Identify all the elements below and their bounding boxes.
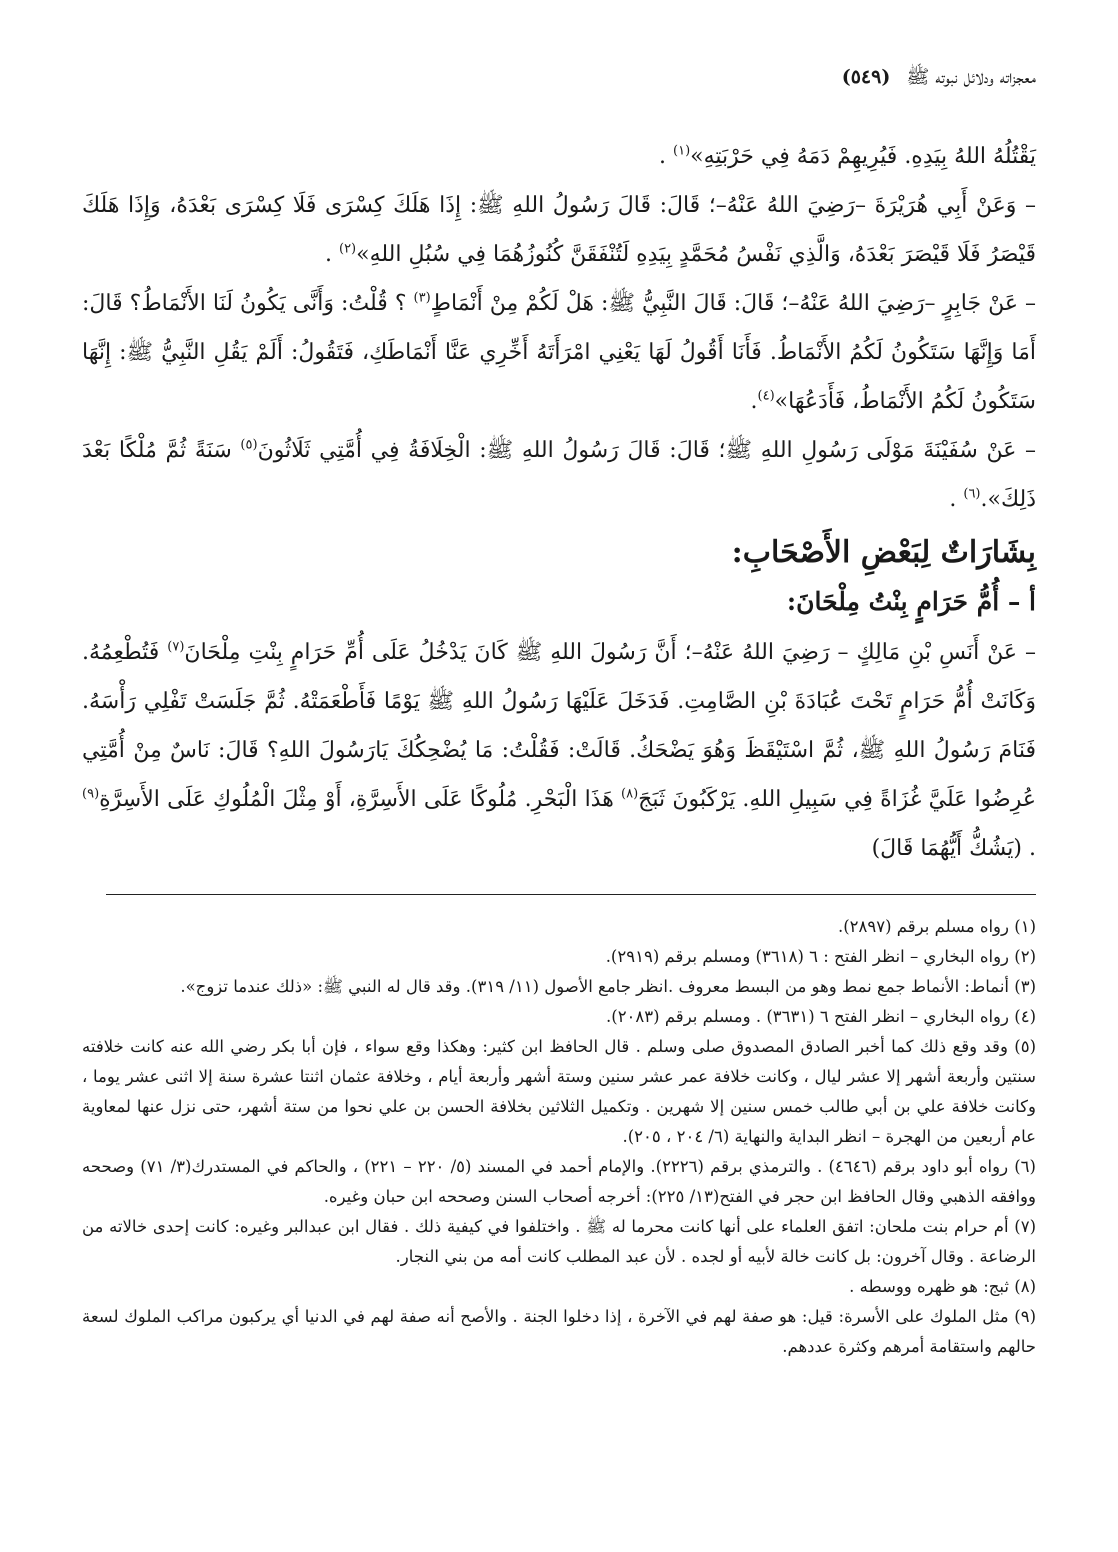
footnote-ref: (٨) (621, 786, 639, 802)
footnote-divider (106, 894, 1036, 895)
footnote-ref: (٦) (963, 486, 981, 502)
paragraph-hadith-5 (82, 628, 1036, 873)
footnote-ref: (٣) (413, 290, 431, 306)
main-text (82, 132, 1036, 873)
paragraph-text: فَتُطْعِمُهُ. وَكَانَتْ أُمُّ حَرَامٍ تَحْتَ عُبَادَةَ بْنِ الصَّامِتِ. فَدَخَلَ عَلَيْهَا رَسُولُ اللهِ ﷺ يَوْمًا فَأَطْعَمَتْهُ. ثُمَّ جَلَسَتْ تَفْلِي رَأْسَهُ. فَنَامَ رَسُولُ اللهِ ﷺ، ثُمَّ اسْتَيْقَظَ وَهُوَ يَضْحَكُ. قَالَتْ: فَقُلْتُ: مَا يُضْحِكُكَ يَارَسُولَ اللهِ؟ قَالَ: نَاسٌ مِنْ أُمَّتِي عُرِضُوا عَلَيَّ غُزَاةً فِي سَبِيلِ اللهِ. يَرْكَبُونَ ثَبَجَ (82, 640, 1036, 812)
paragraph-text: – عَنْ جَابِرٍ –رَضِيَ اللهُ عَنْهُ–؛ قَالَ: قَالَ النَّبِيُّ ﷺ: هَلْ لَكُمْ مِنْ أَنْمَاطٍ (430, 291, 1037, 316)
footnote-7: (٧) أم حرام بنت ملحان: اتفق العلماء على أنها كانت محرما له ﷺ . واختلفوا في كيفية ذلك . فقال ابن عبدالبر وغيره: كانت إحدى خالاته من الرضاعة . وقال آخرون: بل كانت خالة لأبيه أو لجده . لأن عبد المطلب كانت أمه من بني النجار. (82, 1217, 1036, 1266)
footnote-9: (٩) مثل الملوك على الأسرة: قيل: هو صفة لهم في الآخرة ، إذا دخلوا الجنة . والأصح أنه صفة لهم في الدنيا أي يركبون مراكب الملوك لسعة حالهم واستقامة أمرهم وكثرة عددهم. (82, 1307, 1036, 1356)
header-title: معجزاته ودلائل نبوته ﷺ (906, 66, 1036, 88)
footnote-4: (٤) رواه البخاري – انظر الفتح ٦ (٣٦٣١) . ومسلم برقم (٢٠٨٣). (606, 1007, 1036, 1026)
section-heading: بِشَارَاتٌ لِبَعْضِ الأَصْحَابِ: (731, 535, 1036, 570)
paragraph-text: – عَنْ سُفَيْنَةَ مَوْلَى رَسُولِ اللهِ ﷺ؛ قَالَ: قَالَ رَسُولُ اللهِ ﷺ: الْخِلَافَةُ فِي أُمَّتِي ثَلَاثُونَ (257, 438, 1036, 463)
paragraph-end: . (يَشُكُّ أَيُّهُمَا قَالَ) (871, 836, 1036, 861)
paragraph-text: سَنَةً ثُمَّ مُلْكًا بَعْدَ ذَلِكَ». (82, 438, 1036, 512)
footnote-ref: (٩) (82, 786, 100, 802)
paragraph-end: . (949, 487, 964, 512)
footnote-6: (٦) رواه أبو داود برقم (٤٦٤٦) . والترمذي برقم (٢٢٢٦). والإمام أحمد في المسند (٥/ ٢٢٠ – ٢٢١) ، والحاكم في المستدرك(٣/ ٧١) وصححه ووافقه الذهبي وقال الحافظ ابن حجر في الفتح(١٣/ ٢٢٥): أخرجه أصحاب السنن وصححه ابن حبان وغيره. (82, 1157, 1036, 1206)
footnote-ref: (٧) (167, 639, 185, 655)
paragraph-hadith-1 (82, 132, 1036, 181)
footnote-5: (٥) وقد وقع ذلك كما أخبر الصادق المصدوق صلى وسلم . قال الحافظ ابن كثير: وهكذا وقع سواء ، فإن أبا بكر رضي الله عنه كانت خلافته سنتين وأربعة أشهر إلا عشر ليال ، وكانت خلافة عمر عشر سنين وستة أشهر وأربعة أيام ، وخلافة عثمان اثنتا عشرة سنة إلا اثنى عشر يوما ، وكانت خلافة علي بن أبي طالب خمس سنين إلا شهرين . وتكميل الثلاثين بخلافة الحسن بن علي نحوا من ستة أشهر، حتى نزل عنها لمعاوية عام أربعين من الهجرة – انظر البداية والنهاية (٦/ ٢٠٤ ، ٢٠٥). (82, 1037, 1036, 1146)
page-number: (٥٤٩) (841, 66, 891, 88)
footnote-ref: (١) (673, 143, 691, 159)
paragraph-hadith-2 (82, 181, 1036, 279)
paragraph-text: – عَنْ أَنَسِ بْنِ مَالِكٍ – رَضِيَ اللهُ عَنْهُ–؛ أَنَّ رَسُولَ اللهِ ﷺ كَانَ يَدْخُلُ عَلَى أُمِّ حَرَامٍ بِنْتِ مِلْحَانَ (184, 640, 1036, 665)
paragraph-hadith-4 (82, 426, 1036, 524)
paragraph-hadith-3 (82, 279, 1036, 426)
paragraph-text: – وَعَنْ أَبِي هُرَيْرَةَ –رَضِيَ اللهُ عَنْهُ–؛ قَالَ: قَالَ رَسُولُ اللهِ ﷺ: إِذَا هَلَكَ كِسْرَى فَلَا كِسْرَى بَعْدَهُ، وَإِذَا هَلَكَ قَيْصَرُ فَلَا قَيْصَرَ بَعْدَهُ، وَالَّذِي نَفْسُ مُحَمَّدٍ بِيَدِهِ لَتُنْفَقَنَّ كُنُوزُهُمَا فِي سُبُلِ اللهِ» (82, 193, 1037, 267)
footnote-2: (٢) رواه البخاري – انظر الفتح : ٦ (٣٦١٨) ومسلم برقم (٢٩١٩). (605, 947, 1036, 966)
paragraph-end: . (324, 242, 339, 267)
sub-heading: أ – أُمُّ حَرَامٍ بِنْتُ مِلْحَانَ: (786, 587, 1036, 616)
footnotes (82, 912, 1036, 1362)
footnote-1: (١) رواه مسلم برقم (٢٨٩٧). (837, 917, 1036, 936)
paragraph-text: ؟ قُلْتُ: وَأَنَّى يَكُونُ لَنَا الأَنْمَاطُ؟ قَالَ: أَمَا وَإِنَّهَا سَتَكُونُ لَكُمُ الأَنْمَاطُ. فَأَنَا أَقُولُ لَهَا يَعْنِي امْرَأَتَهُ أَخِّرِي عَنَّا أَنْمَاطَكِ، فَتَقُولُ: أَلَمْ يَقُلِ النَّبِيُّ ﷺ: إِنَّهَا سَتَكُونُ لَكُمُ الأَنْمَاطُ، فَأَدَعُهَا» (82, 291, 1036, 414)
running-header (82, 60, 1036, 94)
paragraph-text: يَقْتُلُهُ اللهُ بِيَدِهِ. فَيُرِيهِمْ دَمَهُ فِي حَرْبَتِهِ» (690, 144, 1036, 169)
footnote-3: (٣) أنماط: الأنماط جمع نمط وهو من البسط معروف .انظر جامع الأصول (١١/ ٣١٩). وقد قال له النبي ﷺ: «ذلك عندما تزوج». (180, 977, 1036, 996)
paragraph-end: . (659, 144, 674, 169)
footnote-ref: (٢) (338, 241, 357, 257)
footnote-ref: (٥) (240, 437, 258, 453)
footnote-8: (٨) ثبج: هو ظهره ووسطه . (849, 1277, 1036, 1296)
paragraph-end: . (750, 389, 758, 414)
paragraph-text: هَذَا الْبَحْرِ. مُلُوكًا عَلَى الأَسِرَّةِ، أَوْ مِثْلَ الْمُلُوكِ عَلَى الأَسِرَّةِ (99, 787, 622, 812)
footnote-ref: (٤) (757, 388, 775, 404)
